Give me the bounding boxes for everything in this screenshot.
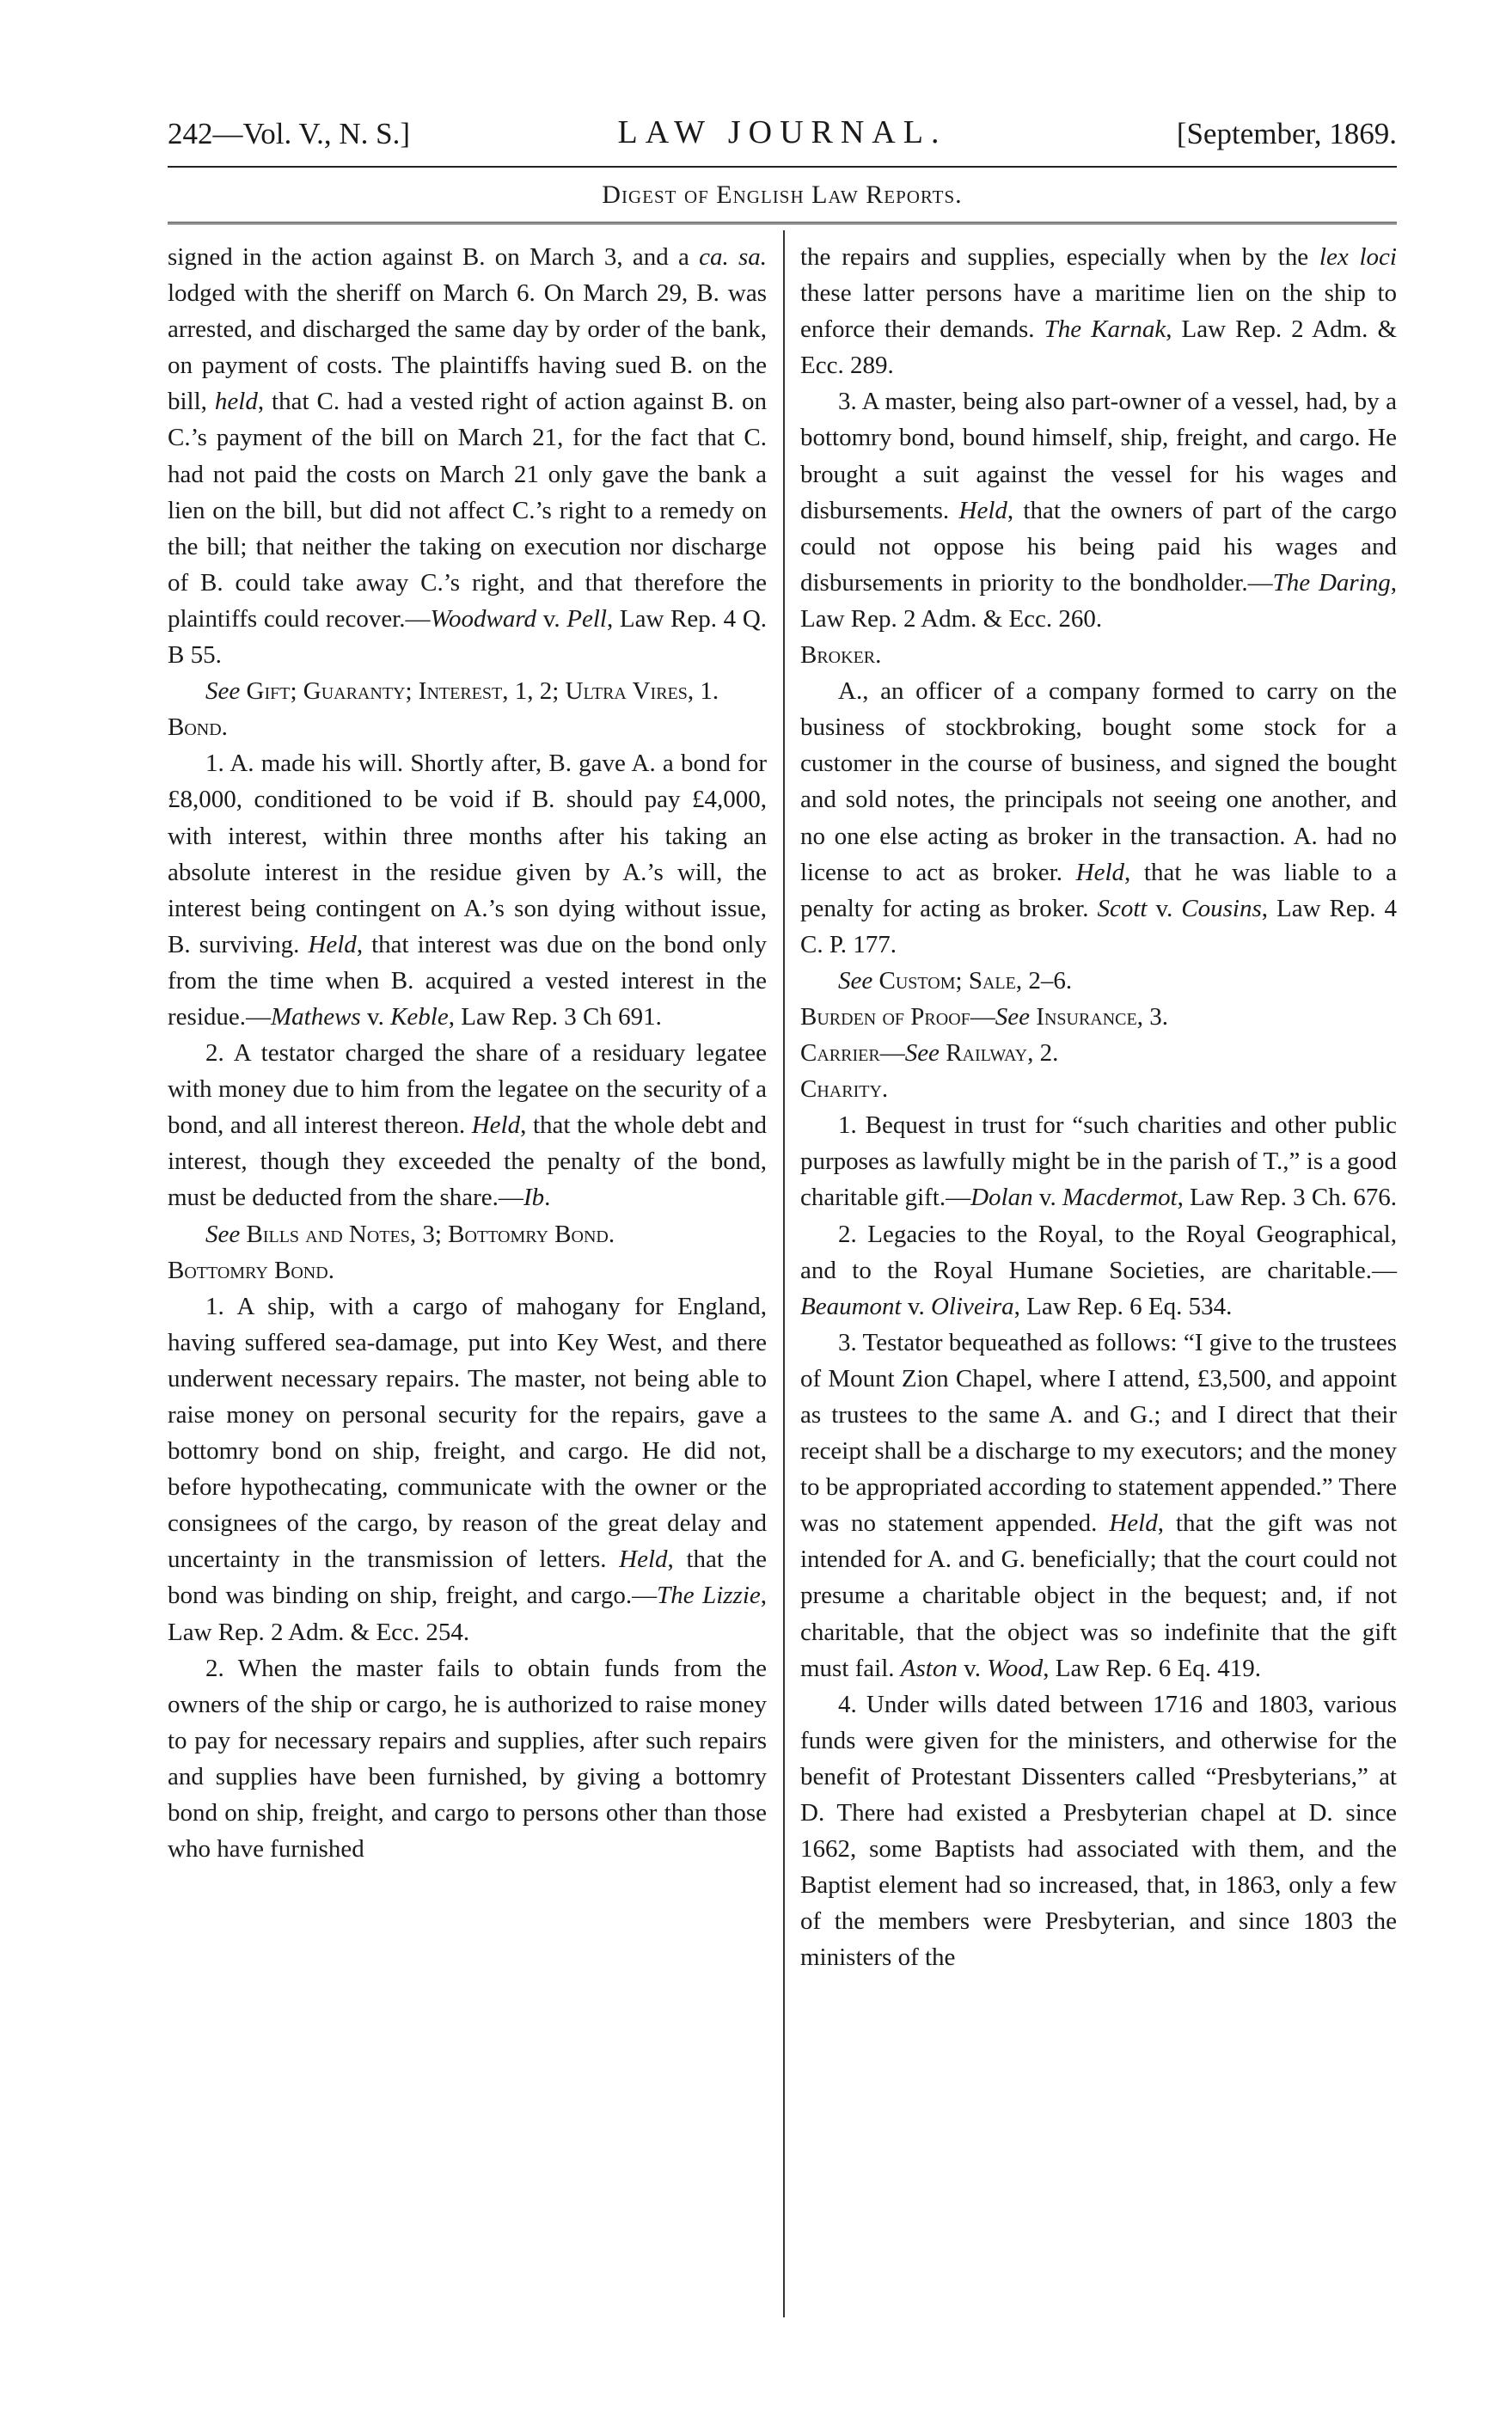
right-column <box>800 239 1397 1976</box>
section-title: Digest of English Law Reports. <box>602 181 963 209</box>
section-rule <box>168 222 1397 224</box>
page-number-volume: 242—Vol. V., N. S.] <box>168 117 411 150</box>
digest-paragraph: Carrier—See Railway, 2. <box>800 1039 1059 1068</box>
running-header <box>168 110 1397 162</box>
issue-date: [September, 1869. <box>1176 117 1397 150</box>
digest-paragraph: Burden of Proof—See Insurance, 3. <box>800 1002 1168 1031</box>
digest-heading: Charity. <box>800 1075 889 1104</box>
digest-paragraph: 2. When the master fails to obtain funds from the owners of the ship or cargo, he is authorized to raise money to pay for necessary repairs and supplies, after such repairs and supplies have been furnished, by giving a bottomry bond on ship, freight, and cargo to persons other than those who have furnished <box>168 1654 767 1864</box>
digest-paragraph: signed in the action against B. on March 3, and a ca. sa. lodged with the sheriff on March 6. On March 29, B. was arrested, and discharged the same day by order of the bank, on payment of costs. The plaintiffs having sued B. on the bill, held, that C. had a vested right of action against B. on C.’s payment of the bill on March 21, for the fact that C. had not paid the costs on March 21 only gave the bank a lien on the bill, but did not affect C.’s right to a remedy on the bill; that neither the taking on execution nor discharge of B. could take away C.’s right, and that therefore the plaintiffs could recover.—Woodward v. Pell, Law Rep. 4 Q. B 55. <box>168 243 768 670</box>
header-rule <box>168 166 1397 168</box>
digest-paragraph: 4. Under wills dated between 1716 and 1803, various funds were given for the ministers, and otherwise for the benefit of Protestant Dissenters called “Presbyterians,” at D. There had existed a Presbyterian chapel at D. since 1662, some Baptists had associated with them, and the Baptist element had so increased, that, in 1863, only a few of the members were Presbyterian, and since 1803 the ministers of the <box>800 1690 1397 1972</box>
cross-reference: See Custom; Sale, 2–6. <box>838 966 1073 995</box>
digest-heading: Bond. <box>168 713 228 742</box>
digest-paragraph: 2. A testator charged the share of a residuary legatee with money due to him from the legatee on the security of a bond, and all interest thereon. Held, that the whole debt and interest, though they exceeded the penalty of the bond, must be deducted from the share.—Ib. <box>168 1039 767 1212</box>
column-divider <box>783 230 785 2317</box>
digest-paragraph: A., an officer of a company formed to carry on the business of stockbroking, bought some stock for a customer in the course of business, and signed the bought and sold notes, the principals not seeing one another, and no one else acting as broker in the transaction. A. had no license to act as broker. Held, that he was liable to a penalty for acting as broker. Scott v. Cousins, Law Rep. 4 C. P. 177. <box>800 677 1397 958</box>
digest-heading: Broker. <box>800 641 882 670</box>
digest-paragraph: 3. Testator bequeathed as follows: “I give to the trustees of Mount Zion Chapel, where I attend, £3,500, and appoint as trustees to the same A. and G.; and I direct that their receipt shall be a discharge to my executors; and the money to be appropriated according to statement appended.” There was no statement appended. Held, that the gift was not intended for A. and G. beneficially; that the court could not presume a charitable object in the bequest; and, if not charitable, that the object was so indefinite that the gift must fail. Aston v. Wood, Law Rep. 6 Eq. 419. <box>800 1328 1397 1682</box>
cross-reference: See Gift; Guaranty; Interest, 1, 2; Ultra Vires, 1. <box>205 677 719 706</box>
journal-title: LAW JOURNAL. <box>617 114 947 150</box>
digest-paragraph: 1. A. made his will. Shortly after, B. gave A. a bond for £8,000, conditioned to be void if B. should pay £4,000, with interest, within three months after his taking an absolute interest in the residue given by A.’s will, the interest being contingent on A.’s son dying without issue, B. surviving. Held, that interest was due on the bond only from the time when B. acquired a vested interest in the residue.—Mathews v. Keble, Law Rep. 3 Ch 691. <box>168 750 767 1031</box>
digest-paragraph: 2. Legacies to the Royal, to the Royal Geographical, and to the Royal Humane Societies, are charitable.—Beaumont v. Oliveira, Law Rep. 6 Eq. 534. <box>800 1220 1397 1320</box>
cross-reference: See Bills and Notes, 3; Bottomry Bond. <box>205 1220 615 1248</box>
digest-paragraph: the repairs and supplies, especially when by the lex loci these latter persons have a maritime lien on the ship to enforce their demands. The Karnak, Law Rep. 2 Adm. & Ecc. 289. <box>800 243 1398 380</box>
digest-heading: Bottomry Bond. <box>168 1256 334 1284</box>
digest-paragraph: 1. Bequest in trust for “such charities and other public purposes as lawfully might be in the parish of T.,” is a good charitable gift.—Dolan v. Macdermot, Law Rep. 3 Ch. 676. <box>800 1111 1397 1212</box>
digest-paragraph: 1. A ship, with a cargo of mahogany for England, having suffered sea-damage, put into Key West, and there underwent necessary repairs. The master, not being able to raise money on personal security for the repairs, gave a bottomry bond on ship, freight, and cargo. He did not, before hypothecating, communicate with the owner or the consignees of the cargo, by reason of the great delay and uncertainty in the transmission of letters. Held, that the bond was binding on ship, freight, and cargo.—The Lizzie, Law Rep. 2 Adm. & Ecc. 254. <box>168 1292 768 1646</box>
digest-paragraph: 3. A master, being also part-owner of a vessel, had, by a bottomry bond, bound himself, ship, freight, and cargo. He brought a suit against the vessel for his wages and disbursements. Held, that the owners of part of the cargo could not oppose his being paid his wages and disbursements in priority to the bondholder.—The Daring, Law Rep. 2 Adm. & Ecc. 260. <box>800 388 1397 633</box>
left-column <box>168 239 767 1867</box>
